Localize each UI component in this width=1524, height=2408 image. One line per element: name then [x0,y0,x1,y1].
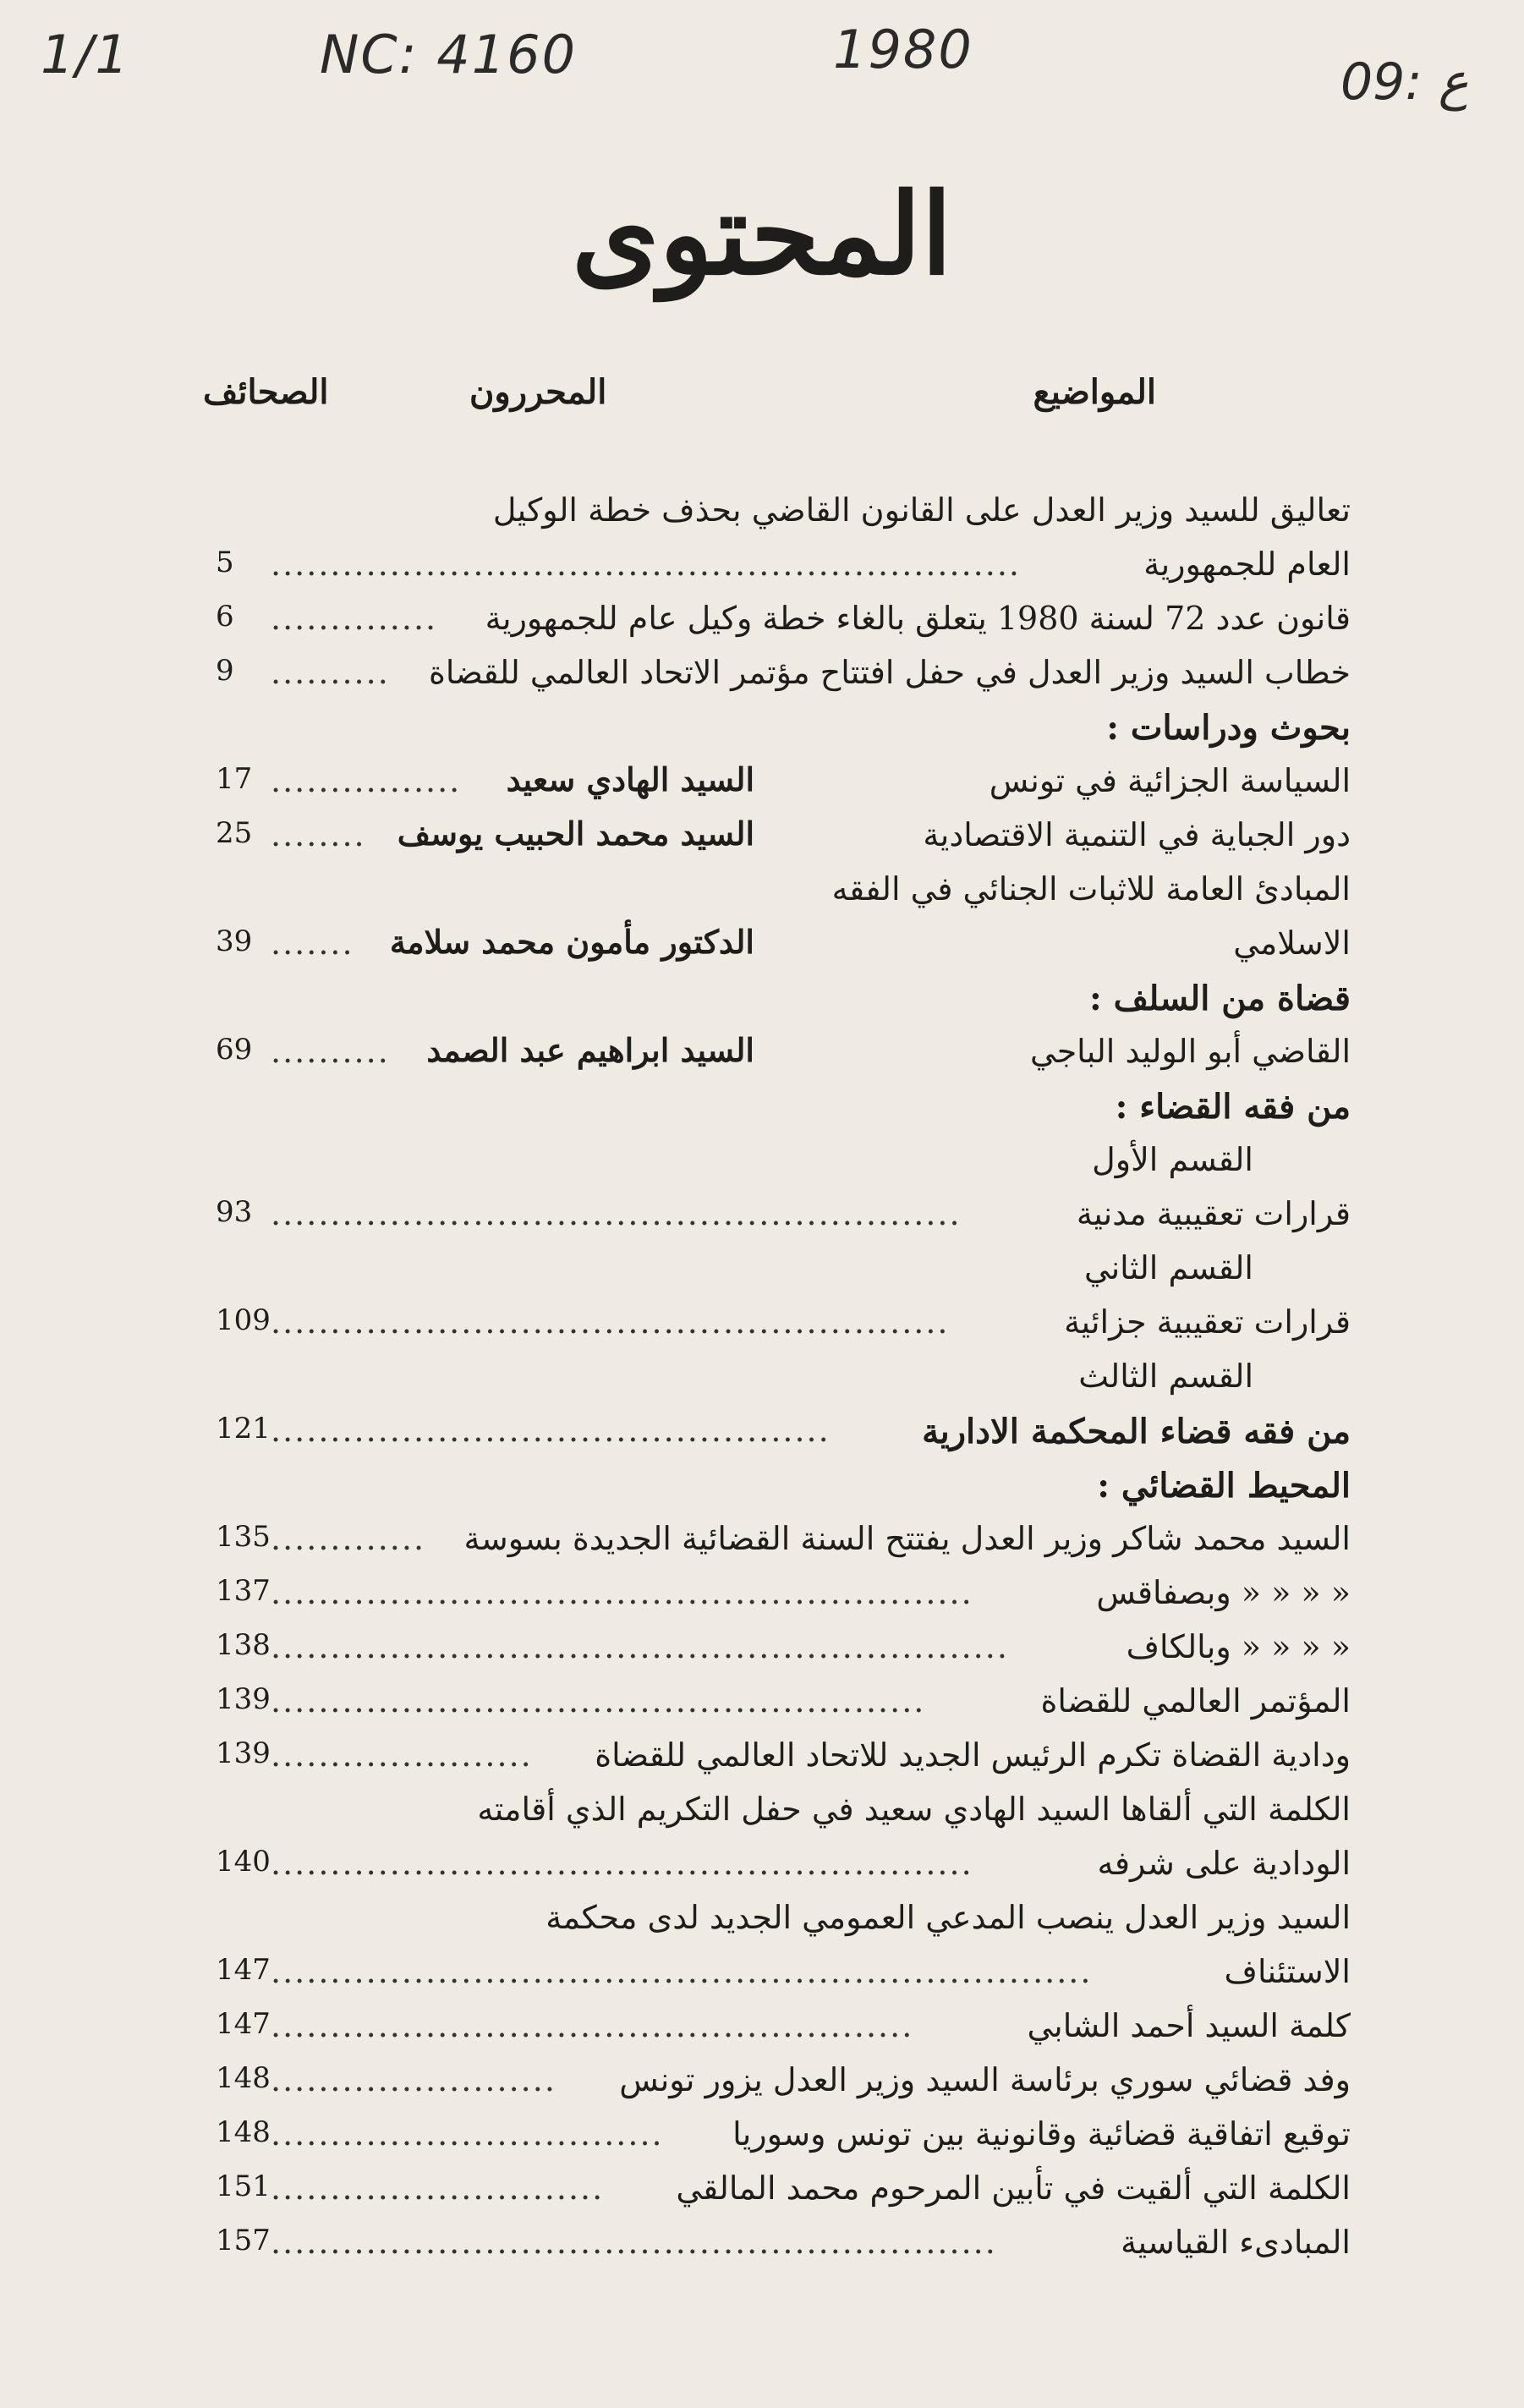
leader-dots: ............................................................. [271,2224,997,2261]
toc-topic: بحوث ودراسات : [1106,708,1351,748]
toc-page-number: 6 [216,600,234,634]
leader-dots: ........................ [271,2061,556,2098]
toc-topic: قانون عدد 72 لسنة 1980 يتعلق بالغاء خطة وكيل عام للجمهورية [485,600,1351,637]
toc-row [0,919,1524,974]
toc-row [0,1136,1524,1190]
page-title: المحتوى [572,169,952,300]
leader-dots: .......... [271,654,390,691]
leader-dots: ........................................................... [271,1845,973,1882]
handwritten-year: 1980 [833,19,973,80]
toc-row [0,1515,1524,1569]
toc-topic: « « « « وبالكاف [1126,1628,1351,1665]
toc-row [0,1894,1524,1948]
toc-topic: قرارات تعقيبية جزائية [1064,1303,1351,1341]
toc-row [0,2219,1524,2273]
toc-page-number: 93 [216,1195,253,1229]
leader-dots: ............................ [271,2169,605,2207]
toc-topic: قضاة من السلف : [1088,979,1351,1018]
toc-topic: توقيع اتفاقية قضائية وقانونية بين تونس وسوريا [732,2115,1351,2153]
leader-dots: ....... [271,924,354,962]
toc-topic: خطاب السيد وزير العدل في حفل افتتاح مؤتمر الاتحاد العالمي للقضاة [428,654,1351,691]
toc-row [0,811,1524,865]
toc-row [0,703,1524,757]
toc-topic: من فقه قضاء المحكمة الادارية [922,1412,1351,1451]
toc-topic: تعاليق للسيد وزير العدل على القانون القاضي بحذف خطة الوكيل [492,491,1351,529]
leader-dots: ...................................................... [271,2007,914,2044]
toc-row [0,1244,1524,1298]
toc-page-number: 148 [216,2115,271,2149]
toc-topic: القاضي أبو الوليد الباجي [1030,1033,1351,1070]
leader-dots: .............................................................. [271,1628,1009,1665]
toc-row [0,1731,1524,1785]
toc-page-number: 138 [216,1628,271,1662]
toc-topic: الاستئناف [1224,1953,1351,1990]
leader-dots: .......... [271,1033,390,1070]
toc-page-number: 147 [216,1953,271,1987]
leader-dots: ................ [271,762,462,799]
toc-topic: الودادية على شرفه [1097,1845,1351,1882]
toc-row [0,2164,1524,2219]
leader-dots: .......................................................... [271,1195,962,1232]
toc-page-number: 139 [216,1736,271,1770]
toc-topic: « « « « وبصفاقس [1096,1574,1351,1611]
toc-topic: المبادىء القياسية [1121,2224,1351,2261]
leader-dots: ......................................................... [271,1303,950,1341]
toc-topic: الكلمة التي ألقاها السيد الهادي سعيد في حفل التكريم الذي أقامته [477,1791,1351,1828]
toc-row [0,757,1524,811]
toc-page-number: 151 [216,2169,271,2203]
toc-topic: من فقه القضاء : [1115,1087,1351,1127]
toc-topic: المحيط القضائي : [1097,1466,1351,1506]
toc-row [0,1082,1524,1136]
toc-row [0,1623,1524,1677]
toc-page-number: 39 [216,924,253,958]
leader-dots: ........ [271,816,366,853]
toc-row [0,1352,1524,1407]
handwritten-shelf-mark: 09: ع [1340,52,1469,112]
toc-topic: الاسلامي [1233,924,1351,962]
toc-author: السيد محمد الحبيب يوسف [397,815,754,853]
toc-page-number: 69 [216,1033,253,1067]
leader-dots: ............. [271,1520,426,1557]
toc-row [0,865,1524,919]
toc-page-number: 139 [216,1682,271,1716]
toc-page-number: 9 [216,654,234,688]
table-of-contents [0,486,1524,2273]
leader-dots: ..................................................................... [271,1953,1093,1990]
toc-row [0,595,1524,649]
toc-row [0,1840,1524,1894]
toc-author: السيد ابراهيم عبد الصمد [426,1031,754,1069]
toc-page-number: 25 [216,816,253,850]
toc-row [0,1190,1524,1244]
column-header-editors: المحررون [469,372,607,412]
toc-row [0,2056,1524,2110]
toc-topic: المبادئ العامة للاثبات الجنائي في الفقه [831,870,1351,908]
leader-dots: ........................................................... [271,1574,973,1611]
toc-topic: دور الجباية في التنمية الاقتصادية [923,816,1351,853]
handwritten-folio: 1/1 [41,24,130,85]
leader-dots: ...................... [271,1736,533,1774]
toc-row [0,1298,1524,1352]
toc-topic: السيد محمد شاكر وزير العدل يفتتح السنة القضائية الجديدة بسوسة [463,1520,1351,1557]
toc-row [0,1461,1524,1515]
toc-topic: القسم الثالث [1078,1358,1253,1395]
toc-page-number: 5 [216,546,234,579]
toc-page-number: 140 [216,1845,271,1879]
column-header-pages: الصحائف [203,372,329,412]
leader-dots: ................................. [271,2115,664,2153]
toc-row [0,974,1524,1028]
toc-page-number: 17 [216,762,253,796]
toc-author: السيد الهادي سعيد [506,760,754,798]
toc-author: الدكتور مأمون محمد سلامة [389,923,754,961]
toc-row [0,2002,1524,2056]
leader-dots: .............. [271,600,438,637]
toc-page-number: 157 [216,2224,271,2257]
toc-page-number: 137 [216,1574,271,1608]
leader-dots: ....................................................... [271,1682,926,1720]
toc-topic: القسم الأول [1092,1141,1253,1178]
toc-row [0,1569,1524,1623]
toc-topic: المؤتمر العالمي للقضاة [1040,1682,1351,1720]
toc-topic: الكلمة التي ألقيت في تأبين المرحوم محمد المالقي [676,2169,1351,2207]
leader-dots: ............................................... [271,1412,831,1449]
toc-page-number: 135 [216,1520,271,1554]
toc-topic: قرارات تعقيبية مدنية [1076,1195,1351,1232]
toc-topic: كلمة السيد أحمد الشابي [1027,2007,1351,2044]
toc-row [0,540,1524,595]
column-header-topics: المواضيع [1033,372,1156,412]
toc-row [0,1948,1524,2002]
toc-topic: السيد وزير العدل ينصب المدعي العمومي الجديد لدى محكمة [545,1899,1351,1936]
toc-row [0,1677,1524,1731]
toc-row [0,649,1524,703]
toc-page-number: 121 [216,1412,271,1445]
toc-topic: العام للجمهورية [1143,546,1351,583]
toc-topic: القسم الثاني [1083,1249,1253,1286]
toc-row [0,486,1524,540]
toc-row [0,1407,1524,1461]
toc-page-number: 147 [216,2007,271,2041]
handwritten-code: NC: 4160 [320,24,578,85]
toc-page-number: 148 [216,2061,271,2095]
toc-row [0,1785,1524,1840]
toc-row [0,2110,1524,2164]
leader-dots: ............................................................... [271,546,1021,583]
toc-topic: السياسة الجزائية في تونس [989,762,1351,799]
toc-topic: ودادية القضاة تكرم الرئيس الجديد للاتحاد العالمي للقضاة [595,1736,1351,1774]
toc-topic: وفد قضائي سوري برئاسة السيد وزير العدل يزور تونس [619,2061,1351,2098]
toc-row [0,1028,1524,1082]
toc-page-number: 109 [216,1303,271,1337]
